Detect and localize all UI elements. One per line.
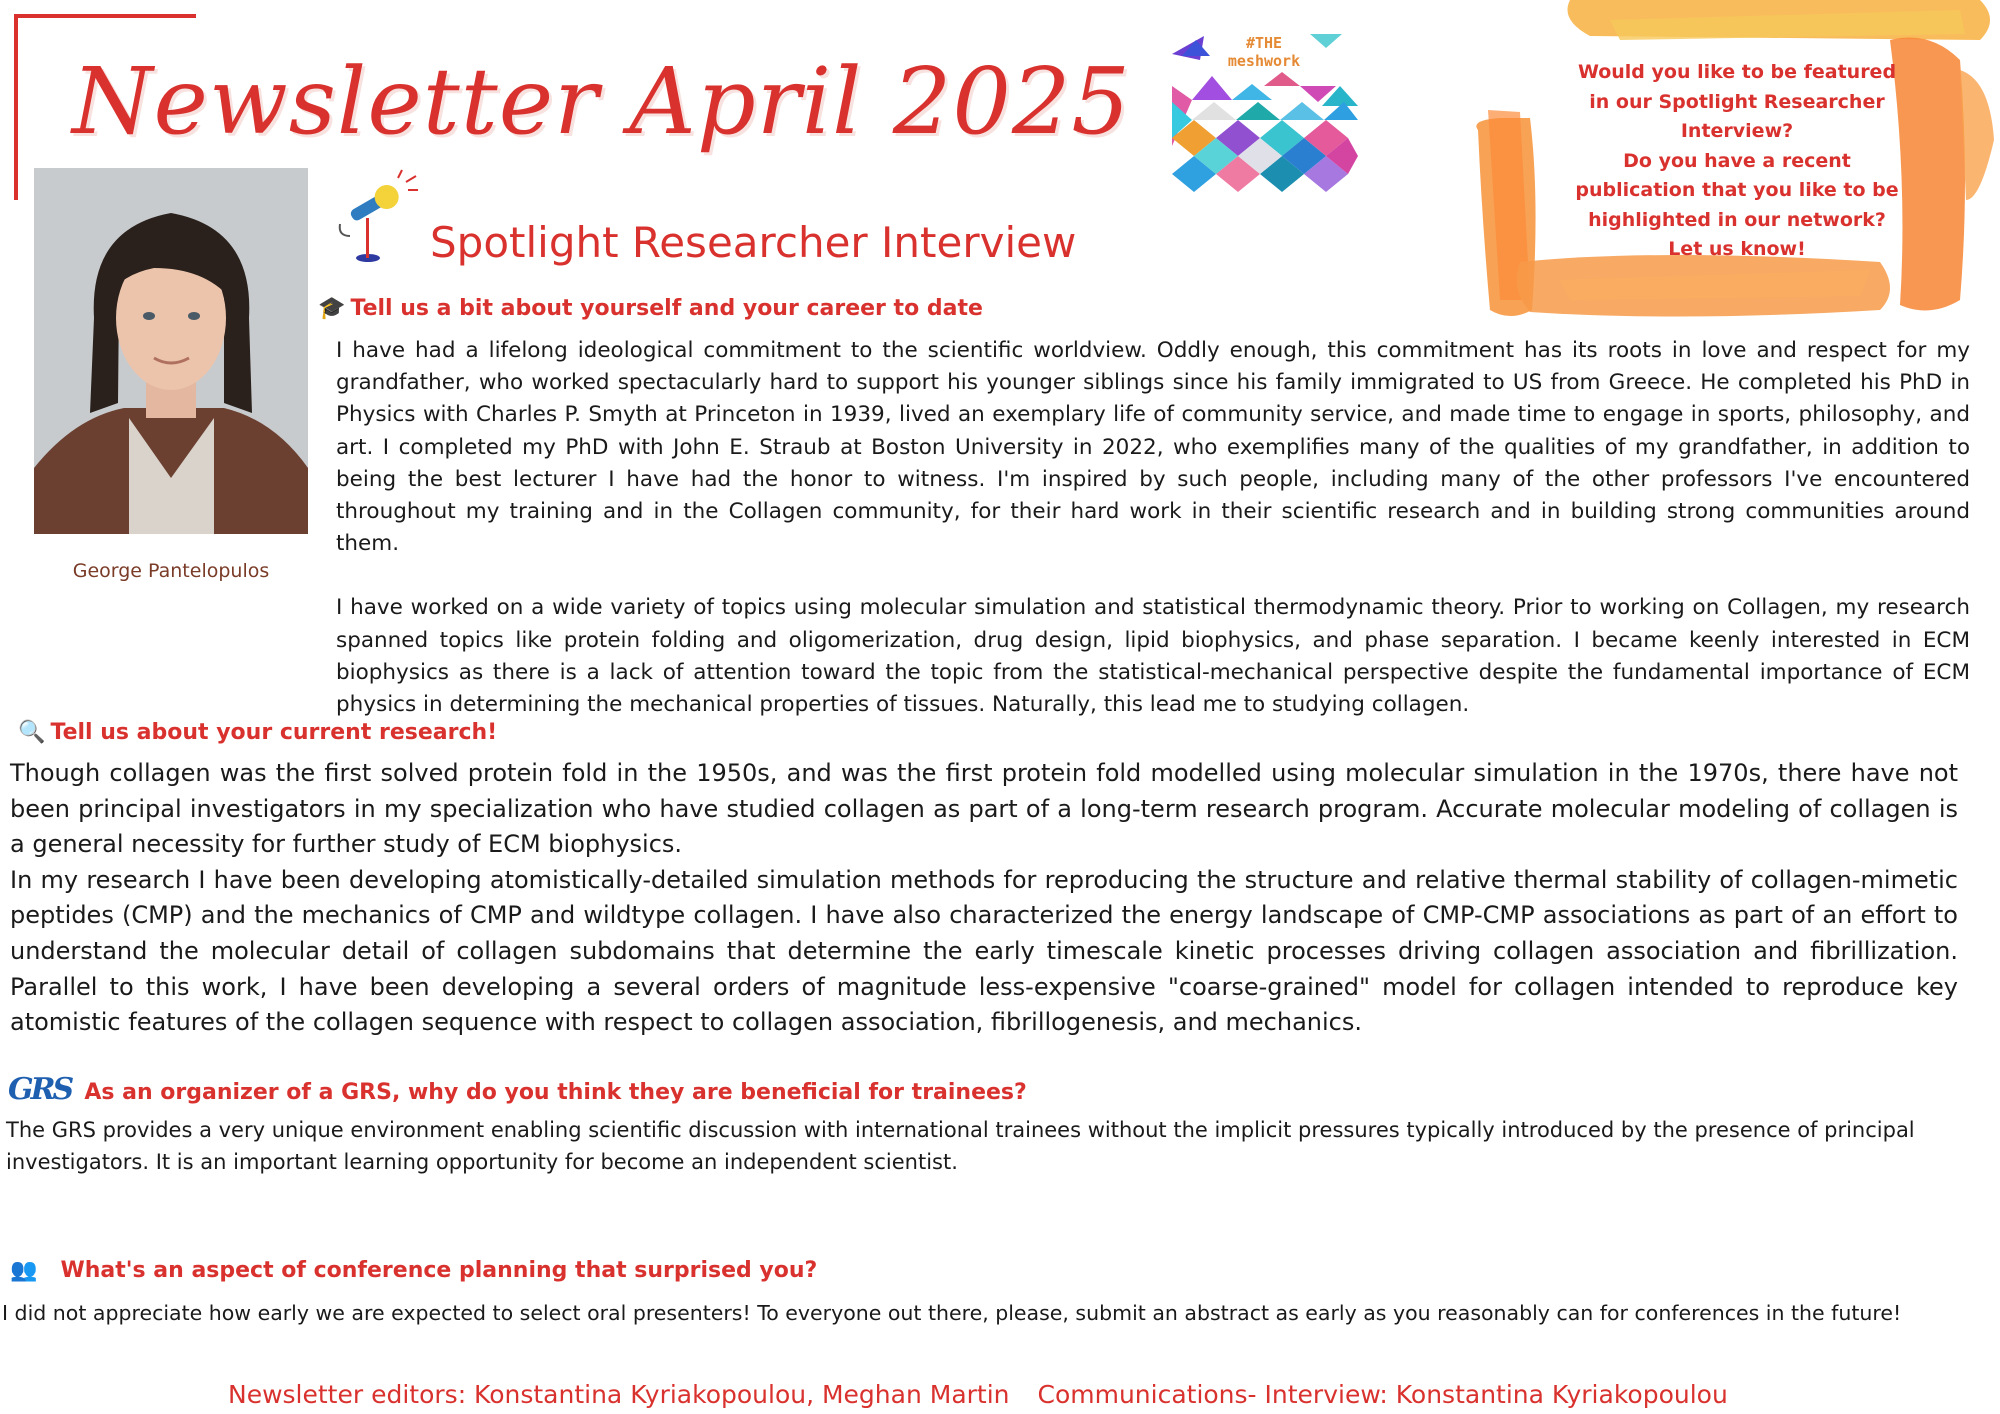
question-4	[10, 1258, 817, 1283]
answer-1-paragraph-2: I have worked on a wide variety of topics using molecular simulation and statistical thermodynamic theory. Prior to working on Collagen, my research spanned topics like protein folding and oligomerization, drug design, lipid biophysics, and phase separation. I became keenly interested in ECM biophysics as there is a lack of attention toward the topic from the statistical-mechanical perspective despite the fundamental importance of ECM physics in determining the mechanical properties of tissues. Naturally, this lead me to studying collagen.	[336, 595, 1970, 718]
promo-line: Would you like to be featured	[1577, 61, 1897, 83]
logo-text-bottom: meshwork	[1227, 52, 1301, 70]
question-2-heading: Tell us about your current research!	[50, 720, 498, 745]
promo-callout	[1572, 58, 1902, 265]
question-3	[8, 1072, 1027, 1107]
magnifier-document-icon: 🔍	[18, 720, 46, 745]
promo-line: in our Spotlight Researcher	[1589, 90, 1885, 113]
answer-3-paragraph-1: The GRS provides a very unique environment enabling scientific discussion with international trainees without the implicit pressures typically introduced by the presence of principal investigators. It is an important learning opportunity for become an independent scientist.	[6, 1118, 1915, 1174]
footer-editors: Newsletter editors: Konstantina Kyriakopoulou, Meghan Martin	[228, 1380, 1010, 1409]
promo-line: publication that you like to be	[1575, 179, 1899, 201]
question-4-heading: What's an aspect of conference planning that surprised you?	[60, 1258, 818, 1283]
researcher-name-caption: George Pantelopulos	[72, 560, 270, 582]
promo-line: Let us know!	[1668, 238, 1806, 260]
promo-line: Do you have a recent	[1623, 149, 1851, 172]
section-title: Spotlight Researcher Interview	[430, 218, 1077, 267]
answer-2-paragraph-2: In my research I have been developing atomistically-detailed simulation methods for reproducing the structure and relative thermal stability of collagen-mimetic peptides (CMP) and the mechanics of CMP and wildtype collagen. I have also characterized the energy landscape of CMP-CMP associations as part of an effort to understand the molecular detail of collagen subdomains that determine the early timescale kinetic processes driving collagen association and fibrillization. Parallel to this work, I have been developing a several orders of magnitude less-expensive "coarse-grained" model for collagen intended to reproduce key atomistic features of the collagen sequence with respect to collagen association, fibrillogenesis, and mechanics.	[10, 865, 1958, 1037]
answer-3	[6, 1114, 1996, 1178]
grs-logo-icon: GRS	[8, 1072, 72, 1107]
graduation-cap-icon: 🎓	[318, 296, 346, 321]
answer-1-paragraph-1: I have had a lifelong ideological commitment to the scientific worldview. Oddly enough, this commitment has its roots in love and respect for my grandfather, who worked spectacularly hard to support his younger siblings since his family immigrated to US from Greece. He completed his PhD in Physics with Charles P. Smyth at Princeton in 1939, lived an exemplary life of community service, and made time to engage in sports, philosophy, and art. I completed my PhD with John E. Straub at Boston University in 2022, who exemplifies many of the qualities of my grandfather, in addition to being the best lecturer I have had the honor to witness. I'm inspired by such people, including many of the other professors I've encountered throughout my training and in the Collagen community, for their hard work in their scientific research and in building strong communities around them.	[336, 338, 1970, 557]
question-1-heading: Tell us a bit about yourself and your career to date	[350, 296, 983, 321]
footer-communications: Communications- Interview: Konstantina Kyriakopoulou	[1037, 1380, 1728, 1409]
question-2	[18, 720, 497, 745]
footer-credits	[228, 1380, 1748, 1409]
promo-line: highlighted in our network?	[1588, 208, 1886, 231]
answer-2	[10, 756, 1958, 1041]
corner-line-horizontal	[14, 14, 196, 18]
promo-line: Interview?	[1680, 120, 1794, 142]
answer-4	[2, 1298, 1992, 1328]
corner-line-vertical	[14, 14, 18, 200]
microphone-icon	[328, 168, 420, 264]
newsletter-title: Newsletter April 2025	[72, 48, 1131, 155]
logo-text-top: #THE	[1245, 34, 1283, 52]
meshwork-logo	[1172, 26, 1358, 196]
answer-2-paragraph-1: Though collagen was the first solved protein fold in the 1950s, and was the first protein fold modelled using molecular simulation in the 1970s, there have not been principal investigators in my specialization who have studied collagen as part of a long-term research program. Accurate molecular modeling of collagen is a general necessity for further study of ECM biophysics.	[10, 759, 1958, 859]
question-3-heading: As an organizer of a GRS, why do you think they are beneficial for trainees?	[84, 1080, 1027, 1105]
question-1	[318, 296, 983, 321]
researcher-photo	[34, 168, 308, 534]
answer-1	[336, 335, 1970, 721]
answer-4-paragraph-1: I did not appreciate how early we are expected to select oral presenters! To everyone out there, please, submit an abstract as early as you reasonably can for conferences in the future!	[2, 1301, 1902, 1325]
people-icon: 👥	[10, 1258, 38, 1283]
